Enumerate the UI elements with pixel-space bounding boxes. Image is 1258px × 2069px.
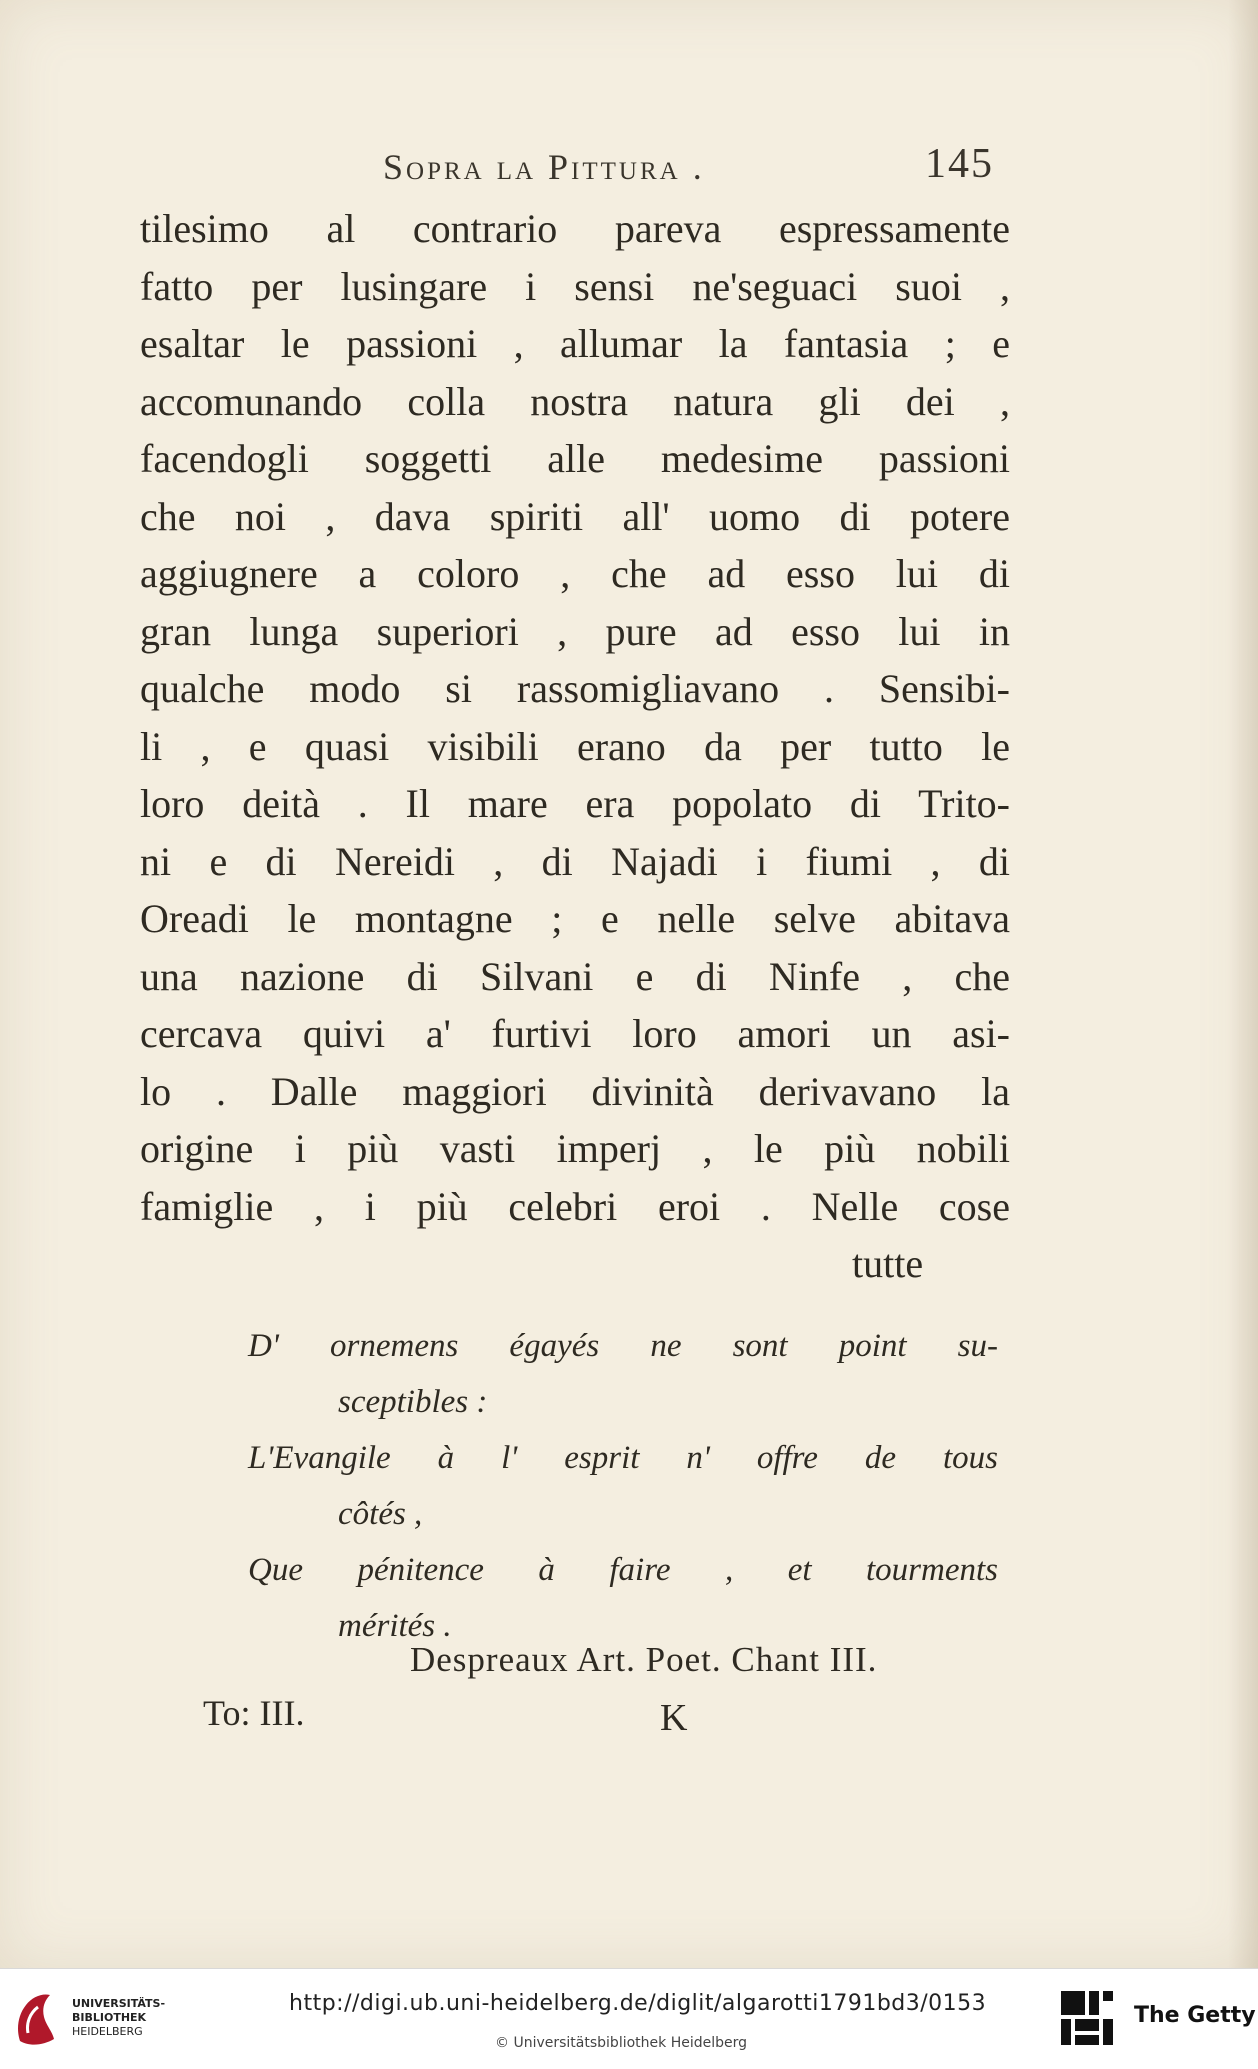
body-line: fatto per lusingare i sensi ne'seguaci suoi ,	[140, 263, 1010, 309]
copyright-notice: © Universitätsbibliothek Heidelberg	[495, 2035, 748, 2051]
body-line: accomunando colla nostra natura gli dei ,	[140, 378, 1010, 424]
getty-logo-icon	[1057, 1987, 1117, 2049]
signature-mark: K	[660, 1697, 688, 1739]
footnote-line: sceptibles :	[338, 1384, 488, 1420]
body-line: famiglie , i più celebri eroi . Nelle cose	[140, 1183, 1010, 1229]
library-name-line: BIBLIOTHEK	[72, 2011, 147, 2024]
catchword: tutte	[852, 1241, 924, 1286]
quote-attribution: Despreaux Art. Poet. Chant III.	[410, 1640, 878, 1679]
body-line: gran lunga superiori , pure ad esso lui in	[140, 608, 1010, 654]
footnote-line: mérités .	[338, 1608, 452, 1644]
university-library-logo-icon	[14, 1989, 60, 2047]
body-line: lo . Dalle maggiori divinità derivavano la	[140, 1068, 1010, 1114]
body-line: tilesimo al contrario pareva espressamente	[140, 206, 1010, 251]
footnote-line: L'Evangile à l' esprit n' offre de tous	[248, 1440, 998, 1476]
volume-mark: To: III.	[203, 1693, 305, 1733]
body-line: facendogli soggetti alle medesime passioni	[140, 436, 1010, 481]
footnote-line: Que pénitence à faire , et tourments	[248, 1552, 998, 1588]
body-line: aggiugnere a coloro , che ad esso lui di	[140, 551, 1010, 596]
page-number: 145	[925, 141, 994, 187]
body-line: loro deità . Il mare era popolato di Trito-	[140, 781, 1010, 826]
permalink-url[interactable]: http://digi.ub.uni-heidelberg.de/diglit/algarotti1791bd3/0153	[289, 1991, 987, 2016]
body-line: una nazione di Silvani e di Ninfe , che	[140, 953, 1010, 999]
body-line: esaltar le passioni , allumar la fantasia ; e	[140, 321, 1010, 366]
library-name-line: HEIDELBERG	[72, 2025, 143, 2038]
body-line: li , e quasi visibili erano da per tutto le	[140, 723, 1010, 769]
library-name	[72, 1997, 165, 2039]
running-title: Sopra la Pittura .	[383, 147, 705, 187]
getty-label: The Getty	[1134, 2003, 1256, 2028]
body-line: qualche modo si rassomigliavano . Sensibi-	[140, 666, 1010, 711]
body-text	[140, 200, 1010, 1235]
footnote-line: D' ornemens égayés ne sont point su-	[248, 1328, 998, 1364]
body-line: Oreadi le montagne ; e nelle selve abitava	[140, 896, 1010, 941]
body-line: ni e di Nereidi , di Najadi i fiumi , di	[140, 838, 1010, 884]
body-line: che noi , dava spiriti all' uomo di potere	[140, 493, 1010, 539]
footnote-quote	[248, 1318, 998, 1654]
body-line: origine i più vasti imperj , le più nobili	[140, 1126, 1010, 1171]
footnote-line: côtés ,	[338, 1496, 423, 1532]
viewer-footer	[0, 1968, 1258, 2069]
body-line: cercava quivi a' furtivi loro amori un asi-	[140, 1011, 1010, 1056]
library-name-line: UNIVERSITÄTS-	[72, 1997, 166, 2010]
